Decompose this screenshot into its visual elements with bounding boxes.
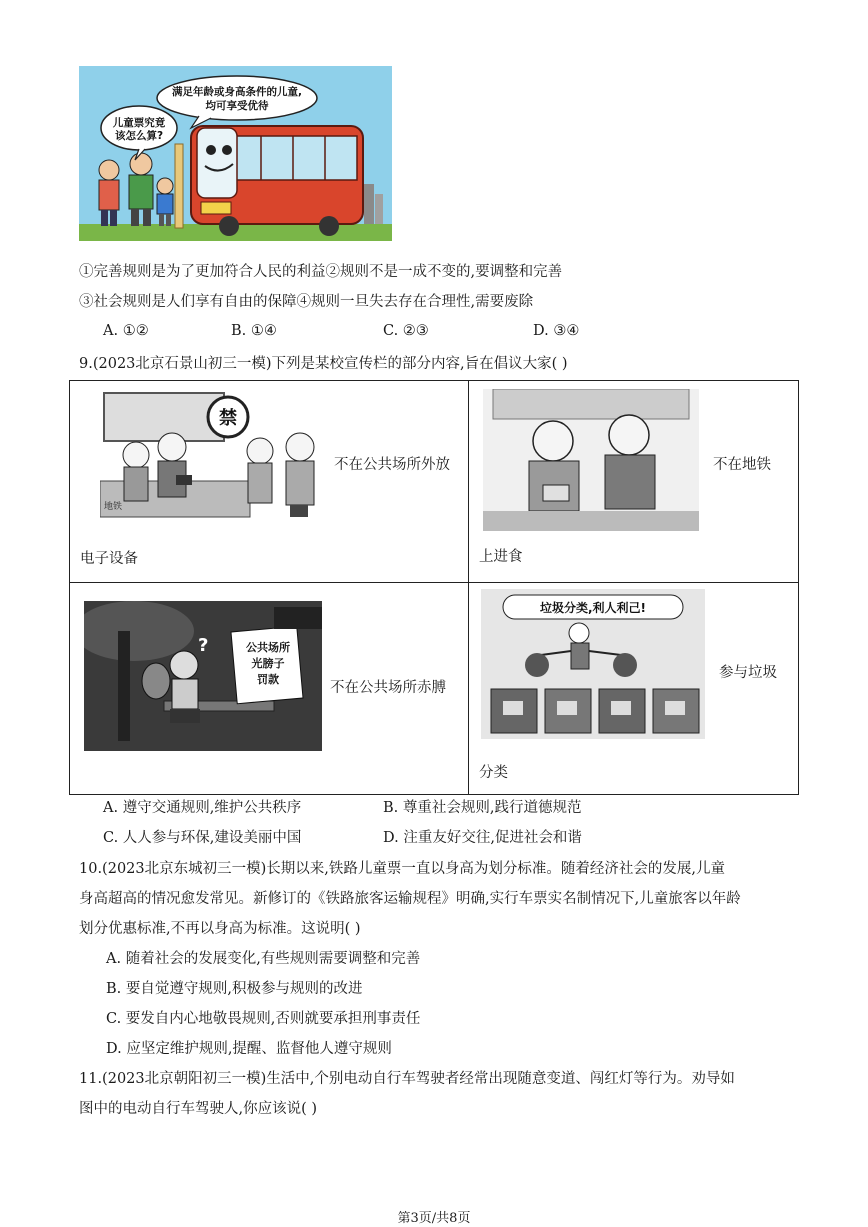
forbidden-sign-text: 禁 xyxy=(219,408,237,429)
q10-stem-line3: 划分优惠标准,不再以身高为标准。这说明( ) xyxy=(79,921,361,937)
q11-stem-line2: 图中的电动自行车驾驶人,你应该说( ) xyxy=(79,1101,318,1117)
shirtless-fine-cartoon xyxy=(84,601,322,751)
cell-1-text-a: 不在公共场所外放 xyxy=(334,457,450,473)
bubble-left-line1: 儿童票究竟 xyxy=(112,117,166,129)
cell-1-text-b: 电子设备 xyxy=(80,551,138,567)
q9-cell-4 xyxy=(469,583,798,794)
q8-option-c[interactable]: C. ②③ xyxy=(383,323,429,339)
q9-cell-2 xyxy=(469,381,798,582)
q8-option-b[interactable]: B. ①④ xyxy=(231,323,277,339)
q11-stem-line1: 11.(2023北京朝阳初三一模)生活中,个别电动自行车驾驶者经常出现随意变道、闯红灯等行为。劝导如 xyxy=(79,1071,735,1087)
garbage-sorting-cartoon xyxy=(481,589,705,739)
q8-option-a[interactable]: A. ①② xyxy=(103,323,149,339)
cell-2-text-b: 上进食 xyxy=(479,549,523,565)
q9-image-table xyxy=(69,380,799,795)
bubble-right-line1: 满足年龄或身高条件的儿童, xyxy=(172,86,302,98)
q10-stem-line2: 身高超高的情况愈发常见。新修订的《铁路旅客运输规程》明确,实行车票实名制情况下,儿童旅客以年龄 xyxy=(79,891,741,907)
q10-option-d[interactable]: D. 应坚定维护规则,提醒、监督他人遵守规则 xyxy=(106,1041,392,1057)
cell-4-text-a: 参与垃圾 xyxy=(719,665,777,681)
cell-3-text-a: 不在公共场所赤膊 xyxy=(330,680,446,696)
q8-statement-line1: ①完善规则是为了更加符合人民的利益②规则不是一成不变的,要调整和完善 xyxy=(79,264,563,280)
q9-option-b[interactable]: B. 尊重社会规则,践行道德规范 xyxy=(383,800,582,816)
q8-statement-line2: ③社会规则是人们享有自由的保障④规则一旦失去存在合理性,需要废除 xyxy=(79,294,534,310)
bubble-left-line2: 该怎么算? xyxy=(114,130,164,142)
q9-option-a[interactable]: A. 遵守交通规则,维护公共秩序 xyxy=(103,800,302,816)
cell-2-text-a: 不在地铁 xyxy=(713,457,771,473)
q9-option-c[interactable]: C. 人人参与环保,建设美丽中国 xyxy=(103,830,302,846)
subway-phone-cartoon xyxy=(100,389,330,521)
subway-eating-cartoon xyxy=(483,389,699,531)
page-number-footer: 第3页/共8页 xyxy=(397,1211,471,1226)
q8-option-d[interactable]: D. ③④ xyxy=(533,323,580,339)
q9-stem: 9.(2023北京石景山初三一模)下列是某校宣传栏的部分内容,旨在倡议大家( ) xyxy=(79,356,568,372)
q10-option-a[interactable]: A. 随着社会的发展变化,有些规则需要调整和完善 xyxy=(106,951,421,967)
svg-text:?: ? xyxy=(198,635,209,656)
cell-4-text-b: 分类 xyxy=(479,765,508,781)
fine-sign-line1: 公共场所 xyxy=(246,641,290,654)
q10-stem-line1: 10.(2023北京东城初三一模)长期以来,铁路儿童票一直以身高为划分标准。随着经济社会的发展,儿童 xyxy=(79,861,725,877)
q9-cell-1 xyxy=(70,381,468,582)
subway-tag: 地铁 xyxy=(104,502,123,512)
bubble-right-line2: 均可享受优待 xyxy=(205,100,269,112)
garbage-banner: 垃圾分类,利人利己! xyxy=(539,601,647,615)
q10-option-c[interactable]: C. 要发自内心地敬畏规则,否则就要承担刑事责任 xyxy=(106,1011,421,1027)
q10-option-b[interactable]: B. 要自觉遵守规则,积极参与规则的改进 xyxy=(106,981,363,997)
fine-sign-line3: 罚款 xyxy=(257,673,279,686)
bus-ticket-cartoon xyxy=(79,66,392,241)
q9-cell-3 xyxy=(70,583,468,794)
fine-sign-line2: 光膀子 xyxy=(251,657,285,670)
q9-option-d[interactable]: D. 注重友好交往,促进社会和谐 xyxy=(383,830,582,846)
